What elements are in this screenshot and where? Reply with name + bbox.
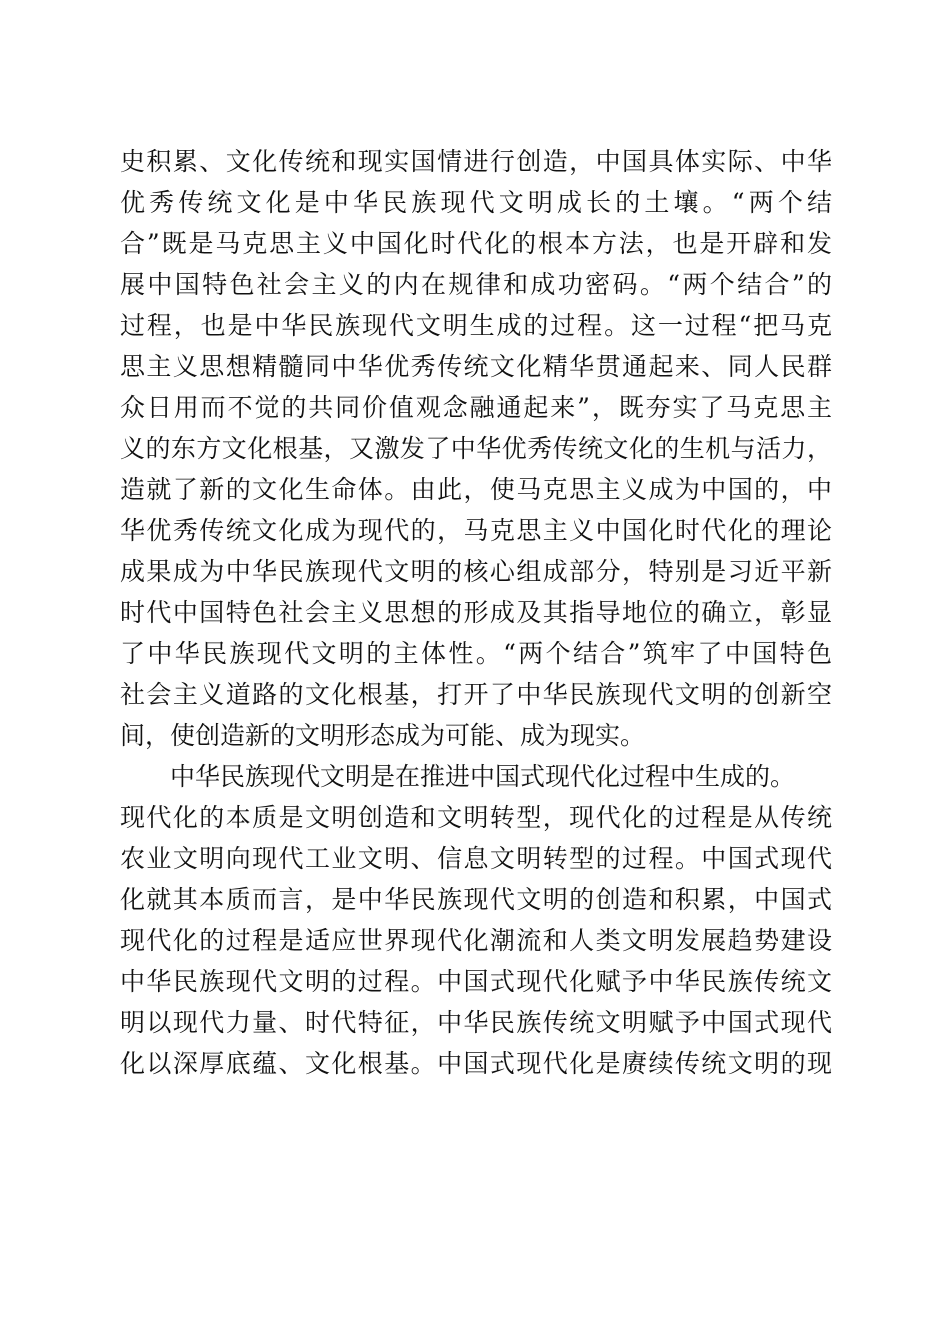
text-line: 社会主义道路的文化根基，打开了中华民族现代文明的创新空 [120, 680, 832, 709]
text-line: 造就了新的文化生命体。由此，使马克思主义成为中国的，中 [120, 475, 832, 504]
text-line: 化就其本质而言，是中华民族现代文明的创造和积累，中国式 [120, 885, 832, 914]
text-line: 华优秀传统文化成为现代的，马克思主义中国化时代化的理论 [120, 516, 832, 545]
text-line: 史积累、文化传统和现实国情进行创造，中国具体实际、中华 [120, 147, 832, 176]
text-line: 中华民族现代文明的过程。中国式现代化赋予中华民族传统文 [120, 967, 832, 996]
text-line: 过程，也是中华民族现代文明生成的过程。这一过程“把马克 [120, 311, 832, 340]
text-line: 化以深厚底蕴、文化根基。中国式现代化是赓续传统文明的现 [120, 1049, 832, 1078]
text-line: 农业文明向现代工业文明、信息文明转型的过程。中国式现代 [120, 844, 832, 873]
text-line: 明以现代力量、时代特征，中华民族传统文明赋予中国式现代 [120, 1008, 832, 1037]
text-line: 了中华民族现代文明的主体性。“两个结合”筑牢了中国特色 [120, 639, 832, 668]
text-line: 中华民族现代文明是在推进中国式现代化过程中生成的。 [170, 762, 796, 791]
text-line: 展中国特色社会主义的内在规律和成功密码。“两个结合”的 [120, 270, 832, 299]
text-line: 时代中国特色社会主义思想的形成及其指导地位的确立，彰显 [120, 598, 832, 627]
paragraph-1 [120, 141, 832, 756]
paragraph-2 [120, 756, 832, 1084]
body-text [120, 141, 832, 1084]
text-line: 成果成为中华民族现代文明的核心组成部分，特别是习近平新 [120, 557, 832, 586]
text-line: 思主义思想精髓同中华优秀传统文化精华贯通起来、同人民群 [120, 352, 832, 381]
text-line: 现代化的本质是文明创造和文明转型，现代化的过程是从传统 [120, 803, 832, 832]
text-line: 优秀传统文化是中华民族现代文明成长的土壤。“两个结 [120, 188, 832, 217]
text-line: 间，使创造新的文明形态成为可能、成为现实。 [120, 721, 646, 750]
text-line: 义的东方文化根基，又激发了中华优秀传统文化的生机与活力， [120, 434, 832, 463]
text-line: 合”既是马克思主义中国化时代化的根本方法，也是开辟和发 [120, 229, 832, 258]
text-line: 众日用而不觉的共同价值观念融通起来”，既夯实了马克思主 [120, 393, 832, 422]
text-line: 现代化的过程是适应世界现代化潮流和人类文明发展趋势建设 [120, 926, 832, 955]
